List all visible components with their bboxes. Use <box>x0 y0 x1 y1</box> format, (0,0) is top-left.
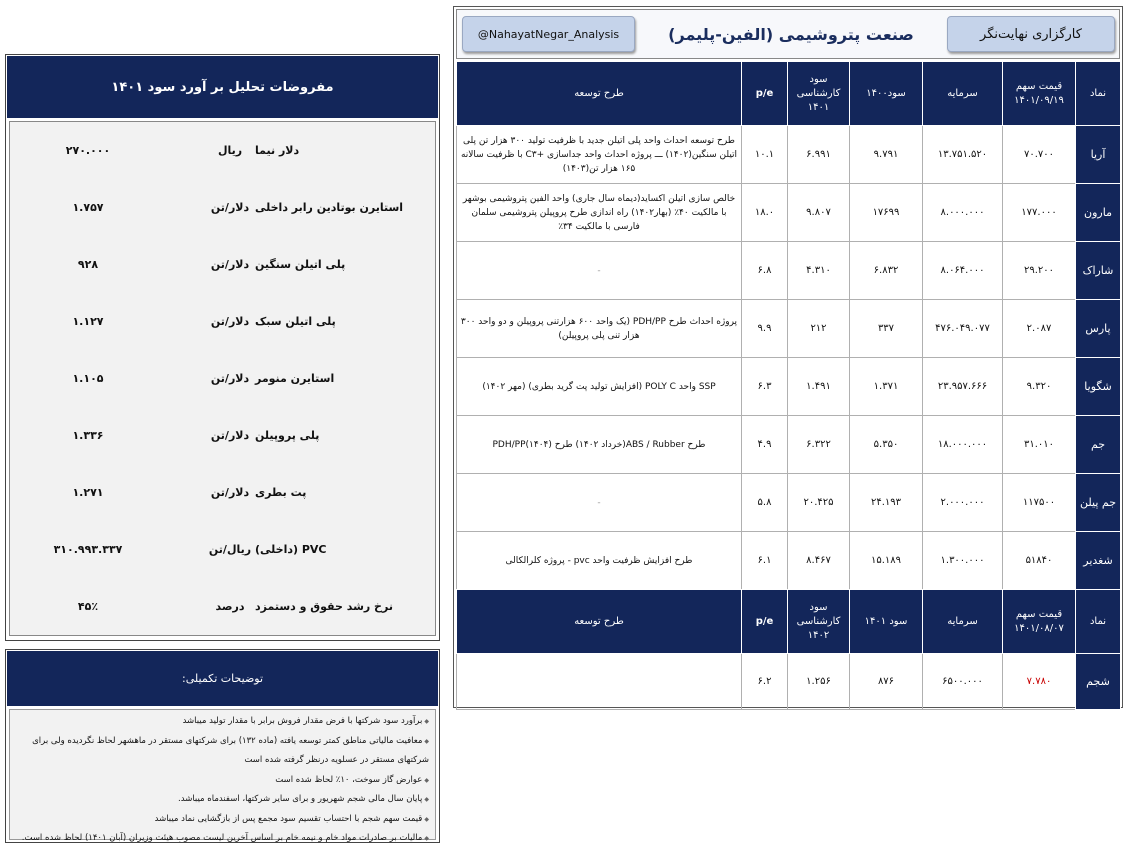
assumption-unit: ریال <box>217 144 243 157</box>
price-cell: ۲۹.۲۰۰ <box>1003 242 1076 300</box>
note-item: ◆ قیمت سهم شجم با احتساب تقسیم سود مجمع پس از بازگشایی نماد میباشد <box>14 810 429 830</box>
page-title: صنعت پتروشیمی (الفین-پلیمر) <box>668 24 914 44</box>
pe-cell: ۶.۸ <box>742 242 788 300</box>
symbol-cell: پارس <box>1076 300 1121 358</box>
table-row <box>457 242 1121 300</box>
plan-cell: - <box>457 474 742 532</box>
header-expert-profit: سود کارشناسی ۱۴۰۱ <box>788 62 850 126</box>
assumption-row <box>10 236 435 293</box>
assumption-value: ۴۵٪ <box>77 600 99 613</box>
header-profit: سود ۱۴۰۱ <box>850 590 923 654</box>
note-item: ◆ عوارض گاز سوخت، ۱۰٪ لحاظ شده است <box>14 771 429 791</box>
shajam-table <box>456 589 1121 710</box>
pe-cell: ۱۰.۱ <box>742 126 788 184</box>
assumption-row <box>10 464 435 521</box>
assumption-row <box>10 179 435 236</box>
table-row <box>457 126 1121 184</box>
expert-profit-cell: ۱.۴۹۱ <box>788 358 850 416</box>
capital-cell: ۶۵۰۰.۰۰۰ <box>923 654 1003 710</box>
assumption-unit: دلار/تن <box>210 201 250 214</box>
assumption-label: استایرن بوتادین رابر داخلی <box>255 201 404 214</box>
note-item: ◆ پایان سال مالی شجم شهریور و برای سایر شرکتها، اسفندماه میباشد. <box>14 790 429 810</box>
capital-cell: ۴۷۶.۰۴۹.۰۷۷ <box>923 300 1003 358</box>
stock-table-panel <box>453 6 1123 708</box>
expert-profit-cell: ۹.۸۰۷ <box>788 184 850 242</box>
plan-cell: طرح ABS / Rubber(خرداد ۱۴۰۲) طرح PDH/PP(۱۴۰۴) <box>457 416 742 474</box>
header-bar <box>456 9 1120 59</box>
symbol-cell: جم <box>1076 416 1121 474</box>
pe-cell: ۴.۹ <box>742 416 788 474</box>
plan-cell: پروژه احداث طرح PDH/PP (یک واحد ۶۰۰ هزارتنی پروپیلن و دو واحد ۳۰۰ هزار تنی پلی پروپیلن) <box>457 300 742 358</box>
capital-cell: ۸.۰۰۰.۰۰۰ <box>923 184 1003 242</box>
table-row <box>457 416 1121 474</box>
symbol-cell: آریا <box>1076 126 1121 184</box>
assumption-value: ۱.۲۷۱ <box>72 486 104 499</box>
plan-cell: طرح افزایش ظرفیت واحد pvc - پروژه کلرالکالی <box>457 532 742 590</box>
assumption-row <box>10 407 435 464</box>
assumption-value: ۳۱۰.۹۹۳.۳۳۷ <box>53 543 123 556</box>
table-row <box>457 532 1121 590</box>
header-expert-profit: سود کارشناسی ۱۴۰۲ <box>788 590 850 654</box>
assumption-row <box>10 122 435 179</box>
price-cell: ۱۷۷.۰۰۰ <box>1003 184 1076 242</box>
header-pe: p/e <box>742 590 788 654</box>
assumption-row <box>10 350 435 407</box>
table-row <box>457 300 1121 358</box>
header-symbol: نماد <box>1076 590 1121 654</box>
table-row <box>457 474 1121 532</box>
plan-cell: - <box>457 242 742 300</box>
assumption-value: ۲۷۰.۰۰۰ <box>65 144 111 157</box>
pe-cell: ۵.۸ <box>742 474 788 532</box>
profit-cell: ۲۴.۱۹۳ <box>850 474 923 532</box>
handle-button[interactable]: @NahayatNegar_Analysis <box>462 16 635 52</box>
plan-cell <box>457 654 742 710</box>
header-symbol: نماد <box>1076 62 1121 126</box>
header-plan: طرح توسعه <box>457 590 742 654</box>
note-item: ◆ مالیات بر صادرات مواد خام و نیمه خام بر اساس آخرین لیست مصوب هیئت وزیران (آبان ۱۴۰۱) لحاظ شده است. <box>14 829 429 849</box>
assumption-unit: دلار/تن <box>210 315 250 328</box>
profit-cell: ۳۳۷ <box>850 300 923 358</box>
profit-cell: ۵.۳۵۰ <box>850 416 923 474</box>
assumption-unit: درصد <box>215 600 245 613</box>
expert-profit-cell: ۸.۴۶۷ <box>788 532 850 590</box>
agency-button[interactable]: کارگزاری نهایت‌نگر <box>947 16 1115 52</box>
assumption-row <box>10 293 435 350</box>
assumption-row <box>10 521 435 578</box>
expert-profit-cell: ۶.۳۲۲ <box>788 416 850 474</box>
plan-cell: SSP واحد POLY C (افزایش تولید پت گرید بطری) (مهر ۱۴۰۲) <box>457 358 742 416</box>
header-profit: سود۱۴۰۰ <box>850 62 923 126</box>
assumption-label: نرخ رشد حقوق و دستمزد <box>255 600 393 613</box>
pe-cell: ۶.۲ <box>742 654 788 710</box>
assumption-label: PVC (داخلی) <box>255 543 327 556</box>
assumption-label: دلار نیما <box>255 144 300 157</box>
assumptions-list <box>9 121 436 636</box>
petrochemical-table <box>456 61 1121 590</box>
header-capital: سرمایه <box>923 590 1003 654</box>
capital-cell: ۸.۰۶۴.۰۰۰ <box>923 242 1003 300</box>
assumption-value: ۱.۳۳۶ <box>72 429 104 442</box>
price-cell: ۲.۰۸۷ <box>1003 300 1076 358</box>
symbol-cell: جم پیلن <box>1076 474 1121 532</box>
header-capital: سرمایه <box>923 62 1003 126</box>
expert-profit-cell: ۲۱۲ <box>788 300 850 358</box>
note-item: ◆ برآورد سود شرکتها با فرض مقدار فروش برابر با مقدار تولید میباشد <box>14 712 429 732</box>
assumption-unit: دلار/تن <box>210 429 250 442</box>
expert-profit-cell: ۲۰.۴۲۵ <box>788 474 850 532</box>
pe-cell: ۱۸.۰ <box>742 184 788 242</box>
price-cell: ۳۱.۰۱۰ <box>1003 416 1076 474</box>
symbol-cell: مارون <box>1076 184 1121 242</box>
assumption-unit: دلار/تن <box>210 258 250 271</box>
price-cell: ۹.۳۲۰ <box>1003 358 1076 416</box>
symbol-cell: شاراک <box>1076 242 1121 300</box>
header-plan: طرح توسعه <box>457 62 742 126</box>
assumption-unit: ریال/تن <box>208 543 252 556</box>
pe-cell: ۶.۳ <box>742 358 788 416</box>
notes-list <box>9 709 436 843</box>
table-header-row <box>457 62 1121 126</box>
symbol-cell: شجم <box>1076 654 1121 710</box>
assumption-unit: دلار/تن <box>210 486 250 499</box>
symbol-cell: شگویا <box>1076 358 1121 416</box>
notes-panel <box>5 649 440 843</box>
assumption-value: ۱.۷۵۷ <box>72 201 104 214</box>
table-row <box>457 184 1121 242</box>
expert-profit-cell: ۱.۲۵۶ <box>788 654 850 710</box>
price-cell: ۱۱۷۵۰۰ <box>1003 474 1076 532</box>
plan-cell: طرح توسعه احداث واحد پلی اتیلن جدید با ظرفیت تولید ۳۰۰ هزار تن پلی اتیلن سنگین(۱۴۰۲) ـــ پروژه احداث واحد جداسازی +C۳ با ظرفیت سالانه ۱۶۵ هزار تن(۱۴۰۳) <box>457 126 742 184</box>
symbol-cell: شغدیر <box>1076 532 1121 590</box>
price-cell: ۷.۷۸۰ <box>1003 654 1076 710</box>
assumption-unit: دلار/تن <box>210 372 250 385</box>
assumptions-title: مفروضات تحلیل بر آورد سود ۱۴۰۱ <box>7 56 438 118</box>
assumption-row <box>10 578 435 635</box>
assumption-value: ۱.۱۰۵ <box>72 372 104 385</box>
assumption-label: پت بطری <box>255 486 307 499</box>
header-price: قیمت سهم ۱۴۰۱/۰۹/۱۹ <box>1003 62 1076 126</box>
assumption-label: پلی اتیلن سنگین <box>255 258 346 271</box>
assumption-label: استایرن منومر <box>255 372 335 385</box>
expert-profit-cell: ۶.۹۹۱ <box>788 126 850 184</box>
header-price: قیمت سهم ۱۴۰۱/۰۸/۰۷ <box>1003 590 1076 654</box>
profit-cell: ۸۷۶ <box>850 654 923 710</box>
capital-cell: ۲۳.۹۵۷.۶۶۶ <box>923 358 1003 416</box>
pe-cell: ۹.۹ <box>742 300 788 358</box>
pe-cell: ۶.۱ <box>742 532 788 590</box>
profit-cell: ۱۷۶۹۹ <box>850 184 923 242</box>
price-cell: ۷۰.۷۰۰ <box>1003 126 1076 184</box>
capital-cell: ۱.۳۰۰.۰۰۰ <box>923 532 1003 590</box>
profit-cell: ۱.۳۷۱ <box>850 358 923 416</box>
assumption-label: پلی اتیلن سبک <box>255 315 336 328</box>
assumption-label: پلی پروپیلن <box>255 429 320 442</box>
expert-profit-cell: ۴.۳۱۰ <box>788 242 850 300</box>
plan-cell: خالص سازی اتیلن اکساید(دیماه سال جاری) واحد الفین پتروشیمی بوشهر با مالکیت ۴۰٪ (بهار۱۴۰۲) راه اندازی طرح پروپیلن پتروشیمی سلمان فارسی با مالکیت ۳۴٪ <box>457 184 742 242</box>
profit-cell: ۱۵.۱۸۹ <box>850 532 923 590</box>
header-pe: p/e <box>742 62 788 126</box>
assumptions-panel <box>5 54 440 641</box>
profit-cell: ۶.۸۳۲ <box>850 242 923 300</box>
assumption-value: ۹۲۸ <box>77 258 99 271</box>
profit-cell: ۹.۷۹۱ <box>850 126 923 184</box>
price-cell: ۵۱۸۴۰ <box>1003 532 1076 590</box>
notes-title: توضیحات تکمیلی: <box>7 651 438 706</box>
capital-cell: ۱۸.۰۰۰.۰۰۰ <box>923 416 1003 474</box>
table-row <box>457 654 1121 710</box>
capital-cell: ۱۳.۷۵۱.۵۲۰ <box>923 126 1003 184</box>
table-header-row <box>457 590 1121 654</box>
assumption-value: ۱.۱۲۷ <box>72 315 104 328</box>
capital-cell: ۲.۰۰۰.۰۰۰ <box>923 474 1003 532</box>
note-item: ◆ معافیت مالیاتی مناطق کمتر توسعه یافته (ماده ۱۳۲) برای شرکتهای مستقر در ماهشهر لحاظ نگردیده ولی برای شرکتهای مستقر در عسلویه درنظر گرفته شده است <box>14 732 429 771</box>
table-row <box>457 358 1121 416</box>
